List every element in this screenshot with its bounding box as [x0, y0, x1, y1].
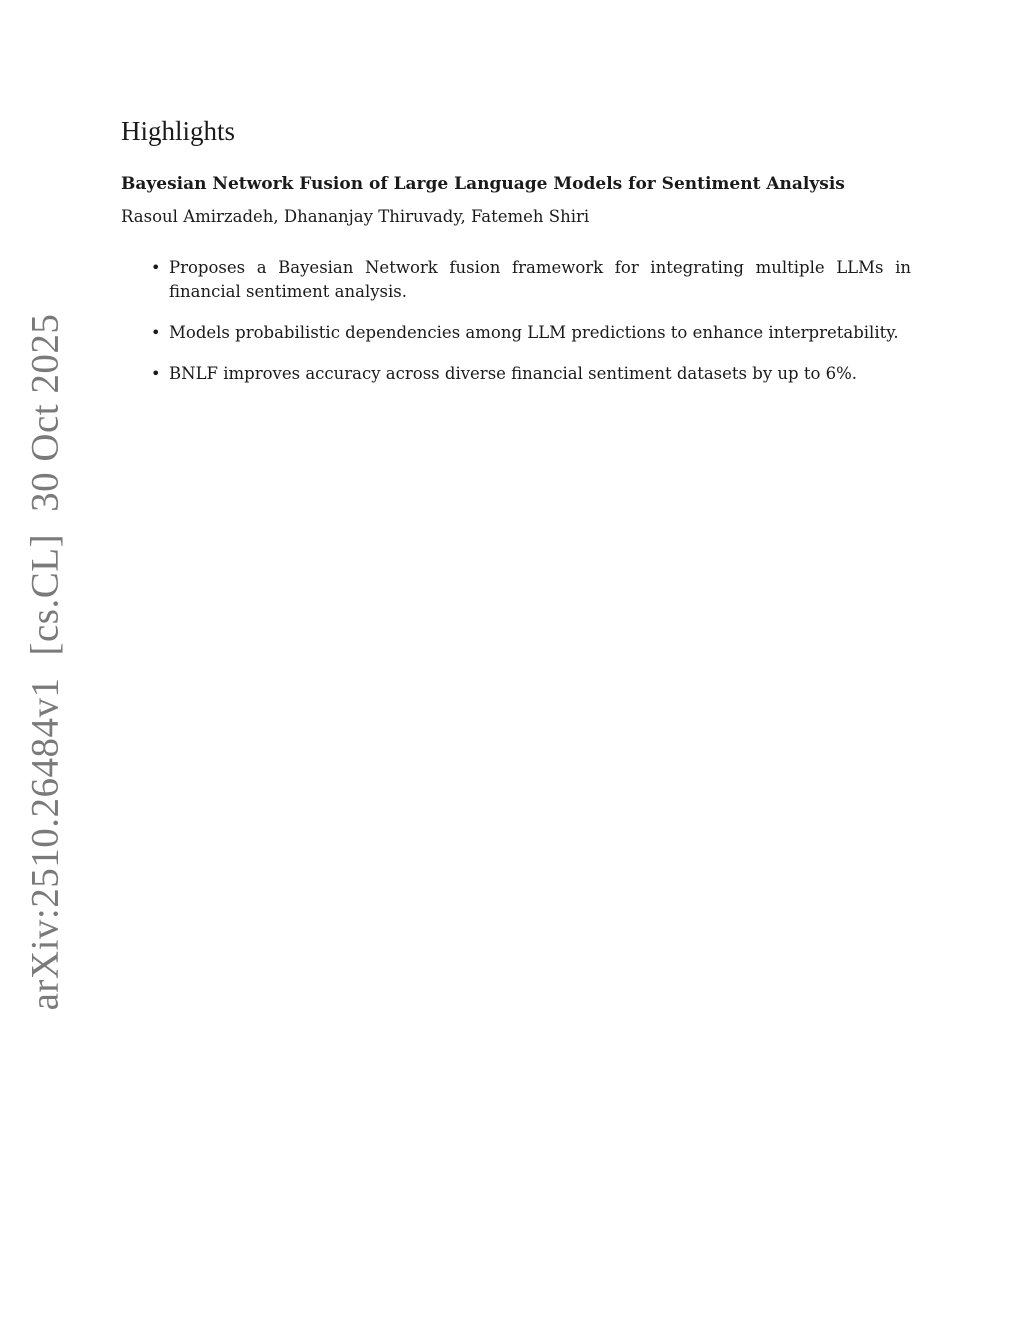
arxiv-category: [cs.CL] [23, 533, 67, 656]
highlight-text: BNLF improves accuracy across diverse financial sentiment datasets by up to 6%. [169, 364, 858, 383]
arxiv-side-stamp [23, 314, 68, 1011]
arxiv-date: 30 Oct 2025 [23, 313, 67, 512]
highlight-item [151, 362, 911, 386]
highlight-text: Proposes a Bayesian Network fusion framework for integrating multiple LLMs in financial sentiment analysis. [169, 258, 911, 301]
highlight-item [151, 321, 911, 345]
arxiv-id: arXiv:2510.26484v1 [23, 677, 67, 1011]
bullet-icon: • [151, 323, 161, 342]
author-list: Rasoul Amirzadeh, Dhananjay Thiruvady, Fatemeh Shiri [121, 207, 590, 226]
highlights-list [121, 256, 911, 386]
highlights-section [121, 112, 911, 403]
highlight-item [151, 256, 911, 304]
highlights-heading: Highlights [121, 116, 236, 146]
highlight-text: Models probabilistic dependencies among LLM predictions to enhance interpretability. [169, 323, 899, 342]
paper-title: Bayesian Network Fusion of Large Language Models for Sentiment Analysis [121, 174, 845, 194]
bullet-icon: • [151, 364, 161, 383]
bullet-icon: • [151, 258, 161, 277]
